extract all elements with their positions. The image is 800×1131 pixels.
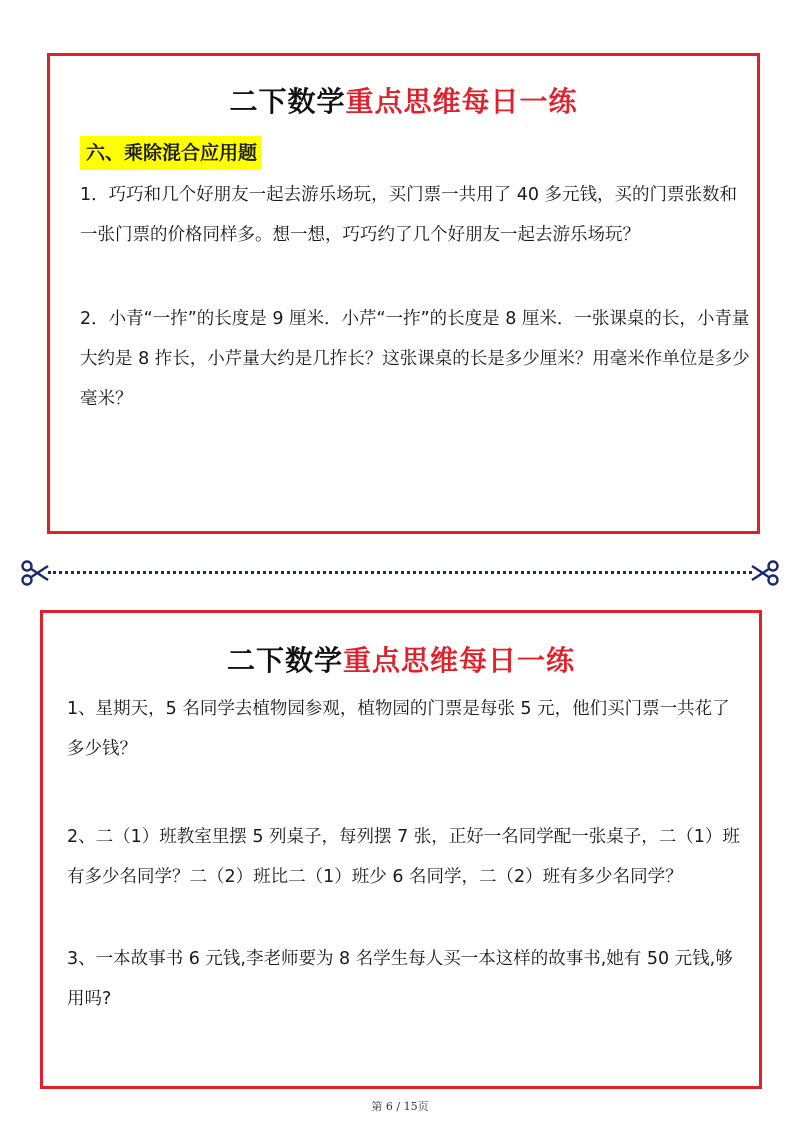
card-title — [43, 639, 759, 679]
question-text: 3、一本故事书 6 元钱,李老师要为 8 名学生每人买一本这样的故事书,她有 50 元钱,够用吗? — [67, 949, 733, 1009]
card-title — [50, 80, 757, 120]
practice-card-2 — [40, 610, 762, 1089]
question-text: 1．巧巧和几个好朋友一起去游乐场玩，买门票一共用了 40 多元钱，买的门票张数和一张门票的价格同样多。想一想，巧巧约了几个好朋友一起去游乐场玩？ — [80, 185, 738, 245]
card-title-grade: 二下数学 — [226, 644, 343, 677]
card-title-grade: 二下数学 — [229, 85, 346, 118]
scissors-icon — [750, 558, 780, 588]
question-text: 2．小青“一拃”的长度是 9 厘米．小芹“一拃”的长度是 8 厘米．一张课桌的长，小青量大约是 8 拃长，小芹量大约是几拃长？这张课桌的长是多少厘米？用毫米作单位是多少毫米？ — [80, 309, 750, 409]
page-number: 第 6 / 15页 — [371, 1100, 429, 1113]
section-heading: 六、乘除混合应用题 — [80, 136, 261, 170]
practice-card-1 — [47, 53, 760, 534]
cut-line — [48, 571, 752, 574]
scissors-icon — [20, 558, 50, 588]
card-title-topic: 重点思维每日一练 — [345, 85, 578, 118]
question-text: 2、二（1）班教室里摆 5 列桌子，每列摆 7 张，正好一名同学配一张桌子，二（1）班有多少名同学？二（2）班比二（1）班少 6 名同学，二（2）班有多少名同学？ — [67, 827, 740, 887]
question-text: 1、星期天，5 名同学去植物园参观，植物园的门票是每张 5 元，他们买门票一共花了多少钱？ — [67, 699, 730, 759]
card-title-topic: 重点思维每日一练 — [343, 644, 576, 677]
